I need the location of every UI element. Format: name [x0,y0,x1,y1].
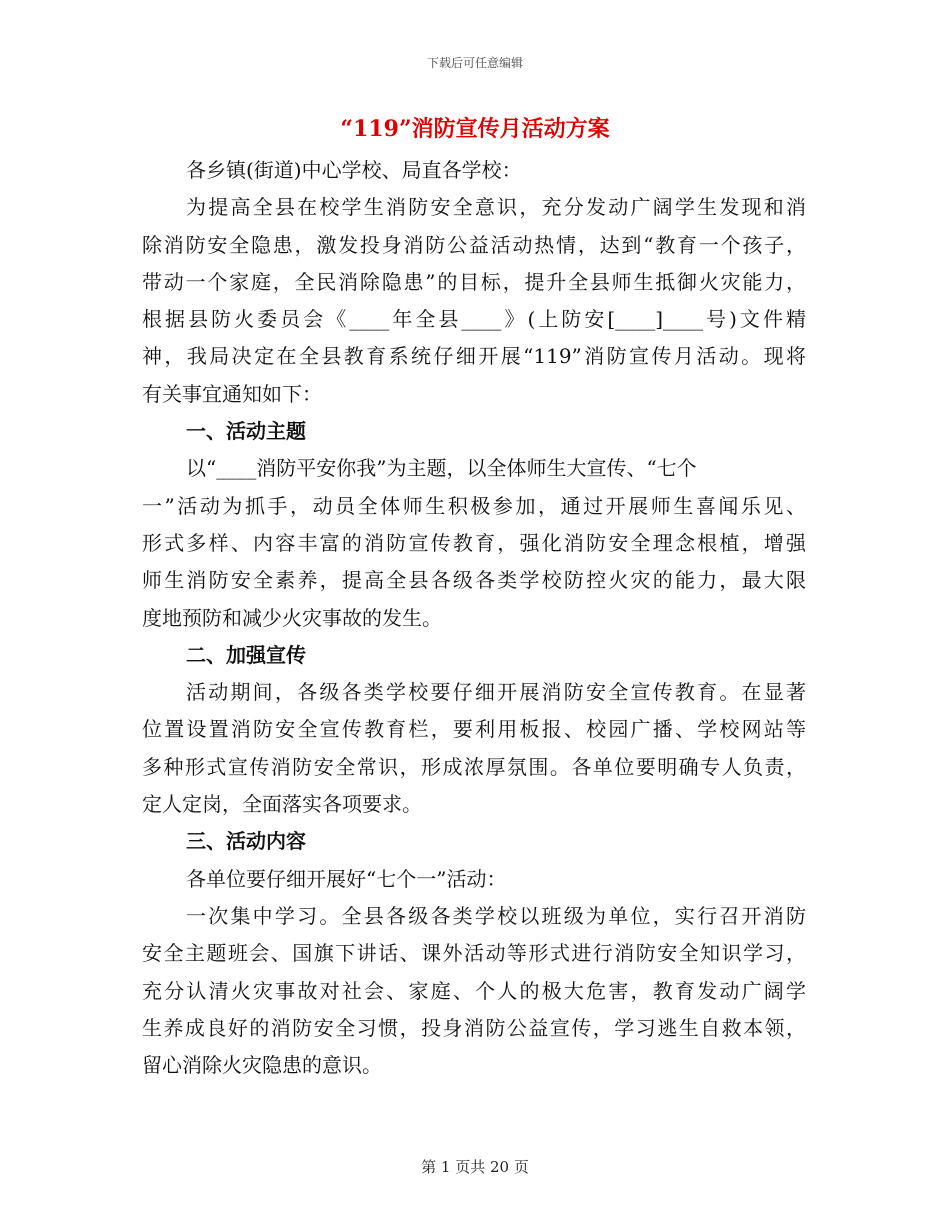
paragraph-line [142,861,806,898]
line-text: 度地预防和减少火灾事故的发生。 [142,605,442,630]
line-text: 位置设置消防安全宣传教育栏，要利用板报、校园广播、学校网站等 [142,717,806,742]
paragraph-line [142,152,806,189]
paragraph-line [142,488,806,525]
paragraph-line [142,600,806,637]
line-text: 形式多样、内容丰富的消防宣传教育，强化消防安全理念根植，增强 [142,530,806,555]
line-text: 师生消防安全素养，提高全县各级各类学校防控火灾的能力，最大限 [142,568,806,593]
paragraph-line [142,711,806,748]
line-text: 留心消除火灾隐患的意识。 [142,1053,382,1078]
line-text: 为提高全县在校学生消防安全意识，充分发动广阔学生发现和消 [186,195,806,220]
document-body [142,152,806,1084]
paragraph-line [142,749,806,786]
paragraph-line [142,525,806,562]
section-heading [142,823,806,860]
paragraph-line [142,227,806,264]
line-text: 安全主题班会、国旗下讲话、课外活动等形式进行消防安全知识学习， [142,941,806,966]
line-text: 神，我局决定在全县教育系统仔细开展“119”消防宣传月活动。现将 [142,344,806,369]
line-text: 三、活动内容 [186,829,306,854]
line-text: 一”活动为抓手，动员全体师生积极参加，通过开展师生喜闻乐见、 [142,493,806,518]
paragraph-line [142,189,806,226]
section-heading [142,637,806,674]
paragraph-line [142,973,806,1010]
line-text: 一、活动主题 [186,419,306,444]
line-text: 以“____消防平安你我”为主题，以全体师生大宣传、“七个 [186,456,697,481]
paragraph-line [142,1010,806,1047]
line-text: 充分认清火灾事故对社会、家庭、个人的极大危害，教育发动广阔学 [142,978,806,1003]
line-text: 各单位要仔细开展好“七个一”活动： [186,866,507,891]
paragraph-line [142,562,806,599]
paragraph-line [142,898,806,935]
paragraph-line [142,376,806,413]
line-text: 各乡镇(街道)中心学校、局直各学校： [186,158,522,182]
header-note: 下载后可任意编辑 [426,56,523,70]
line-text: 二、加强宣传 [186,642,306,667]
line-text: 生养成良好的消防安全习惯，投身消防公益宣传，学习逃生自救本领， [142,1015,806,1040]
paragraph-line [142,264,806,301]
paragraph-line [142,786,806,823]
line-text: 定人定岗，全面落实各项要求。 [142,792,422,817]
paragraph-line [142,674,806,711]
paragraph-line [142,1047,806,1084]
line-text: 带动一个家庭，全民消除隐患”的目标，提升全县师生抵御火灾能力， [142,269,806,294]
paragraph-line [142,301,806,338]
paragraph-line [142,935,806,972]
line-text: 活动期间，各级各类学校要仔细开展消防安全宣传教育。在显著 [186,680,806,705]
paragraph-line [142,450,806,487]
section-heading [142,413,806,450]
line-text: 多种形式宣传消防安全常识，形成浓厚氛围。各单位要明确专人负责， [142,754,806,779]
line-text: 除消防安全隐患，激发投身消防公益活动热情，达到“教育一个孩子， [142,232,806,257]
line-text: 根据县防火委员会《____年全县____》(上防安[____]____号)文件精 [142,307,806,332]
document-title: “119”消防宣传月活动方案 [340,116,610,142]
line-text: 一次集中学习。全县各级各类学校以班级为单位，实行召开消防 [186,903,806,928]
line-text: 有关事宜通知如下： [142,381,322,406]
page-footer: 第 1 页共 20 页 [421,1158,529,1176]
paragraph-line [142,338,806,375]
